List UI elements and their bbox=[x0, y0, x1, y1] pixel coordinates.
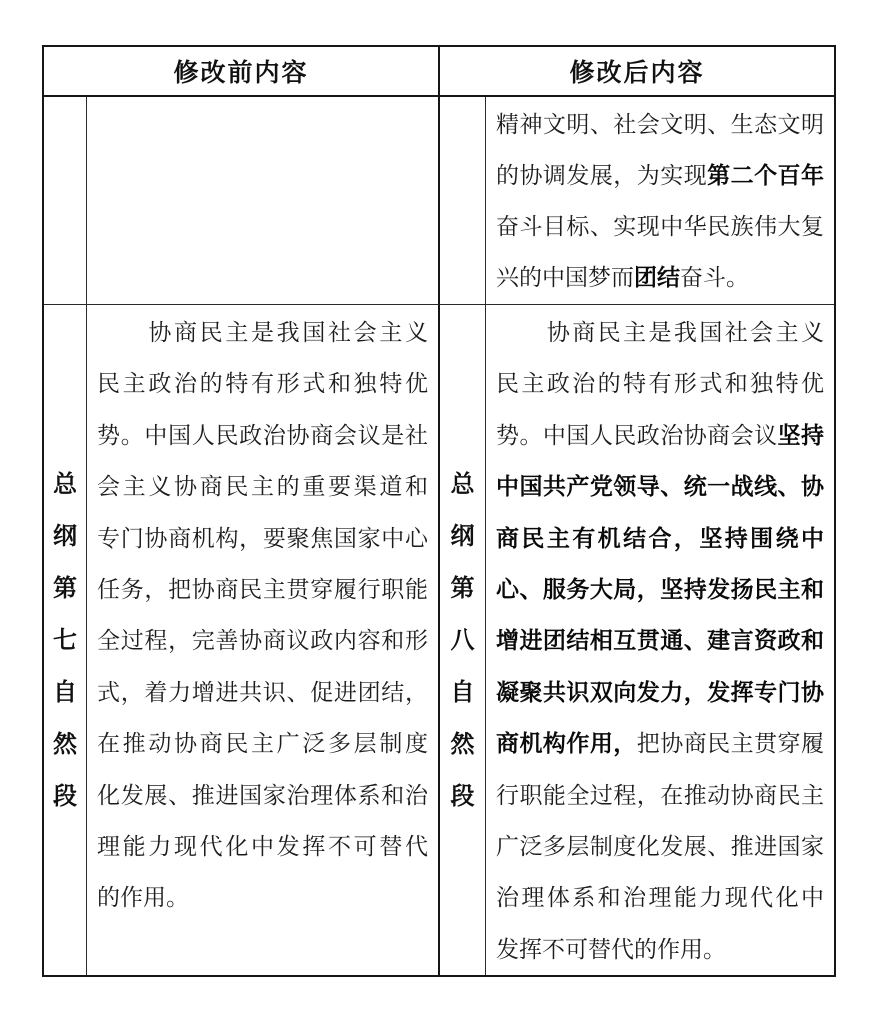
header-after-content: 修改后内容 bbox=[440, 47, 834, 97]
row2-before-section-label: 总纲第七自然段 bbox=[44, 305, 87, 975]
text-segment: 的协调发展，为实现 bbox=[496, 163, 708, 189]
text-line bbox=[496, 565, 824, 616]
row2-after-section-label: 总纲第八自然段 bbox=[440, 305, 486, 975]
text-line bbox=[496, 822, 824, 873]
text-segment: 任务，把协商民主贯穿履行职能 bbox=[97, 576, 428, 603]
text-line bbox=[496, 202, 824, 253]
text-segment: 兴的中国梦而 bbox=[496, 265, 634, 291]
text-line bbox=[97, 308, 428, 359]
text-line bbox=[97, 873, 428, 924]
text-line bbox=[496, 668, 824, 719]
row1-after-content-cell bbox=[486, 97, 834, 305]
text-line bbox=[496, 873, 824, 924]
text-line bbox=[496, 100, 824, 151]
header-before-content: 修改前内容 bbox=[44, 47, 440, 97]
added-text-segment: 坚持 bbox=[777, 422, 825, 449]
row2-after-content-cell bbox=[486, 305, 834, 975]
text-segment: 民主政治的特有形式和独特优 bbox=[496, 371, 824, 398]
text-line bbox=[97, 359, 428, 410]
text-segment: 在推动协商民主广泛多层制度 bbox=[97, 731, 428, 758]
added-text-segment: 凝聚共识双向发力，发挥专门协 bbox=[496, 679, 824, 706]
text-line bbox=[496, 253, 824, 304]
text-segment: 专门协商机构，要聚焦国家中心 bbox=[97, 525, 428, 552]
text-segment: 行职能全过程，在推动协商民主 bbox=[496, 782, 824, 809]
text-line bbox=[97, 719, 428, 770]
text-segment: 势。中国人民政治协商会议 bbox=[496, 422, 778, 449]
text-line bbox=[97, 514, 428, 565]
text-segment: 奋斗。 bbox=[680, 265, 749, 291]
added-text-segment: 中国共产党领导、统一战线、协 bbox=[496, 474, 824, 501]
text-line bbox=[97, 462, 428, 513]
text-segment: 发挥不可替代的作用。 bbox=[496, 936, 726, 963]
text-segment: 把协商民主贯穿履 bbox=[636, 731, 825, 758]
row1-before-content-cell bbox=[87, 97, 440, 305]
text-line bbox=[97, 411, 428, 462]
text-segment: 奋斗目标、实现中华民族伟大复 bbox=[496, 214, 824, 240]
text-line bbox=[97, 771, 428, 822]
text-line bbox=[496, 151, 824, 202]
text-line bbox=[496, 462, 824, 513]
text-line bbox=[496, 771, 824, 822]
added-text-segment: 第二个百年 bbox=[707, 163, 825, 189]
row2-before-content-cell bbox=[87, 305, 440, 975]
text-segment: 化发展、推进国家治理体系和治 bbox=[97, 782, 428, 809]
text-segment: 的作用。 bbox=[97, 885, 189, 912]
text-segment: 民主政治的特有形式和独特优 bbox=[97, 371, 428, 398]
text-segment: 会主义协商民主的重要渠道和 bbox=[97, 474, 428, 501]
text-line bbox=[97, 822, 428, 873]
text-segment: 协商民主是我国社会主义 bbox=[97, 320, 428, 346]
added-text-segment: 商机构作用， bbox=[496, 731, 637, 758]
row1-before-section-label bbox=[44, 97, 87, 305]
revision-comparison-table bbox=[42, 45, 836, 977]
text-line bbox=[97, 668, 428, 719]
text-segment: 全过程，完善协商议政内容和形 bbox=[97, 628, 428, 655]
text-segment: 治理体系和治理能力现代化中 bbox=[496, 885, 824, 912]
text-segment: 势。中国人民政治协商会议是社 bbox=[97, 422, 428, 449]
text-segment: 精神文明、社会文明、生态文明 bbox=[496, 112, 824, 138]
row1-after-section-label bbox=[440, 97, 486, 305]
added-text-segment: 心、服务大局，坚持发扬民主和 bbox=[496, 576, 824, 603]
added-text-segment: 团结 bbox=[634, 265, 680, 291]
text-line bbox=[496, 359, 824, 410]
text-line bbox=[496, 514, 824, 565]
text-segment: 广泛多层制度化发展、推进国家 bbox=[496, 833, 824, 860]
text-line bbox=[496, 308, 824, 359]
text-line bbox=[496, 719, 824, 770]
text-segment: 理能力现代化中发挥不可替代 bbox=[97, 833, 428, 860]
added-text-segment: 增进团结相互贯通、建言资政和 bbox=[496, 628, 824, 655]
text-line bbox=[496, 925, 824, 976]
text-line bbox=[97, 565, 428, 616]
text-segment: 协商民主是我国社会主义 bbox=[496, 320, 824, 346]
added-text-segment: 商民主有机结合，坚持围绕中 bbox=[496, 525, 824, 552]
text-line bbox=[97, 616, 428, 667]
text-segment: 式，着力增进共识、促进团结， bbox=[97, 679, 428, 706]
text-line bbox=[496, 616, 824, 667]
text-line bbox=[496, 411, 824, 462]
